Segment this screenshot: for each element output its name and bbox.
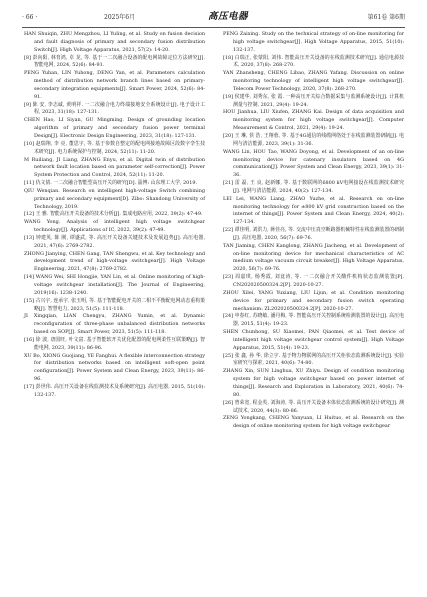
reference-entry: [25] 张 鑫, 孙 华, 徐立宇. 基于物力物联网的高压开关柜状态监测系统设计[J]. 实验室研究与探索, 2021, 40(6): 74-80. (223, 352, 404, 367)
reference-entry: HAN Shuiqin, ZHU Mengzhou, LI Yuling, et al. Study on fusion decision and fault diagnosis of primary and secondary fusion distribution Switch[J]. High Voltage Apparatus, 2021, 57(2): 14-20. (24, 31, 205, 53)
reference-entry: JI Xingqian, LIAN Chengyu, ZHANG Yumin, et al. Dynamic reconfiguration of three-phase unbalanced distribution networks based on SOP[J]. Smart Power, 2023, 51(5): 111-118. (24, 313, 205, 336)
reference-entry: ZHONG Jianying, CHEN Gang, TAN Shengwu, et al. Key technology and development trend of high-voltage switchgear[J]. High Voltage Engineering, 2021, 47(8): 2769-2782. (24, 250, 205, 273)
reference-entry: LEI Lei, WANG Liang, ZHAO Yuzhe, et al. Research on on-line monitoring technology for ±800 kV grid construction based on the internet of things[J]. Power System and Clean Energy, 2024, 40(2): 127-134. (223, 195, 404, 226)
volume-issue: 第61卷 第6期 (367, 14, 405, 21)
reference-entry: WANG Yong. Analysis of intelligent high voltage switchgear technology[J]. Applications of IC, 2022, 39(2): 47-49. (24, 219, 205, 234)
reference-entry: YAN Zhansheng, CHENG Libao, ZHANG Yafang. Discussion on online monitoring technology of intelligent high voltage switchgear[J]. Telecom Power Technology, 2020, 37(8): 268-270. (223, 70, 404, 92)
reference-entry: [10] 赵瑞翔, 李 亮, 董思宇, 等. 基于参数自整定的配电网接地故障区段数字孪生技术研究[J]. 电力系统保护与控制, 2024, 52(11): 11-20. (24, 140, 205, 155)
reference-entry: [20] 王 琳, 侯 浩, 王翔蓉, 等. 基于4G通信的线缆网络处于在线监测装置研制[J]. 电网与清洁能源, 2023, 39(1): 31-36. (223, 132, 404, 147)
page-number: · 66 · (22, 14, 38, 21)
reference-entry: [15] 古兴宇, 连承宇, 张玉明, 等. 基于智能配电开关的二相不平衡配电网动态重构策略[J]. 智慧电力, 2023, 51(5): 111-118. (24, 297, 205, 312)
reference-entry: PENG Zaixing. Study on the technical strategy of on-line monitoring for high voltage switchgear[J]. High Voltage Apparatus, 2015, 51(10): 132-137. (223, 31, 404, 53)
reference-entry: [22] 谭佳明, 刘洪力, 蒋佳亮, 等. 交流中压真空断路器机械特性在线监测装置的研制[J]. 高压电器, 2020, 56(7): 69-76. (223, 227, 404, 241)
reference-entry: [23] 周嘉琪, 杨秀霞, 刘竟涛, 等. 一二次融合开关酸件机构状态监测装置[P]. CN202020500324.2[P]. 2020-10-27. (223, 274, 404, 288)
references-right-column (223, 31, 404, 431)
reference-entry: [18] 白瑞正, 张蒙阳, 刘伟. 智能高压开关设备的在线监测技术研究[J]. 通信电源技术, 2020, 37(8): 268-270. (223, 54, 404, 69)
issue-date: 2025年6月 (104, 14, 136, 21)
reference-entry: [17] 彭世伟. 高压开关设备在线监测技术及系统研究[J]. 高压电器, 2015, 51(10): 132-137. (24, 383, 205, 398)
reference-entry: WANG Lin, HOU Tao, WANG Doyong, et al. Development of an on-line monitoring device for catenary insulators based on 4G communication[J]. Power System and Clean Energy, 2023, 39(1): 31-36. (223, 148, 404, 179)
running-header (22, 11, 405, 25)
reference-entry: HOU Jianhua, LIU Xiufen, ZHANG Kai. Design of data acquisition and monitoring system for high voltage switchgear[J]. Computer Measurement & Control, 2021, 29(4): 19-24. (223, 109, 404, 132)
reference-entry: [14] WANG Wei, SHI Hongjie, YAN Lin, et al. Online monitoring of high-voltage switchgear installation[J]. The Journal of Engineering, 2019(16): 1238-1240. (24, 274, 205, 296)
references-left-column (24, 31, 205, 400)
reference-entry: CHEN Hao, LI Siyan, GU Mingming. Design of grounding location algorithm of primary and secondary fusion power terminal Design[J]. Electronic Design Engineering, 2023, 31(18): 127-131. (24, 117, 205, 139)
reference-entry: [8] 彭向阳, 林育鸿, 卓 龙, 等. 基于一二次融合设备的配电网故障定位方法研究[J]. 智能电网, 2024, 52(6): 84-91. (24, 54, 205, 69)
reference-entry: [21] 雷 磊, 王 良, 赵新娜, 等. 基于数联网的6800 kV电网接设在线监测技术研究[J]. 电网与清洁能源, 2024, 40(2): 127-134. (223, 180, 404, 194)
reference-entry: ZENG Yongkang, CHENG Yanyuan, LI Huituo, et al. Research on the design of online monitoring system for high voltage switchgear (223, 415, 404, 430)
reference-entry: ZHANG Xin, SUN Linghua, XU Zhiyu. Design of condition monitoring system for high voltage switchgear based on power internet of things[J]. Research and Exploration in Laboratory, 2021, 40(6): 74-80. (223, 368, 404, 398)
reference-entry: [19] 侯建华, 刘秀东, 张 霞. 一种高压开关综合数据采集与监测系统设计[J]. 计算机测量与控制, 2021, 29(4): 19-24. (223, 93, 404, 108)
reference-entry: [26] 曾荣宽, 程金英, 刘海涛, 等. 高压开关设备本体状态监测系统的设计研究[J]. 测试技术, 2020, 44(3): 80-86. (223, 399, 404, 414)
reference-entry: [16] 徐 波, 唐国旺, 叶文富. 基于智能软开关优化配置的配电网柔性互联策略[J]. 智能电网, 2023, 39(11): 86-96. (24, 336, 205, 351)
reference-entry: PENG Yuhan, LIN Yuhong, DENG Yan, et al. Parameters calculation method of distribution network branch lines based on primary-secondary integration equipments[J]. Smart Power, 2024, 52(6): 84-91. (24, 70, 205, 100)
header-rule (22, 27, 405, 28)
reference-entry: XU Bo, XIONG Guojiang, YE Fanghui. A flexible interconnection strategy for distribution networks based on intelligent soft-open point configuration[J]. Power System and Clean Energy, 2023, 39(11): 86-96. (24, 352, 205, 383)
reference-entry: TAN Jiaming, CHEN Kanglong, ZHANG Jiacheng, et al. Development of on-line monitoring device for mechanical characteristics of AC medium voltage vacuum circuit breaker[J]. High Voltage Apparatus, 2020, 56(7): 69-76. (223, 242, 404, 273)
reference-entry: QIU Wenqian. Research on intelligent high-voltage Switch combining primary and secondary equipment[D]. Zibo: Shandong University of Technology, 2019. (24, 187, 205, 210)
reference-entry: [11] 仇文倩. 一二次融合智能型高压开关的研究[D]. 淄博: 山东理工大学, 2019. (24, 180, 198, 187)
reference-entry: [13] 钟建英, 陈 刚, 谭盛武, 等. 高压开关设备关键技术及发展趋势[J]. 高压电器, 2021, 47(6): 2769-2782. (24, 234, 205, 249)
reference-entry: [9] 陈 安, 李志诚, 黄明祥. 一二次融合电力终端接地安全系统设计[J]. 电子设计工程, 2023, 31(18): 127-131. (24, 101, 205, 116)
reference-entry: SHEN Chunhong, SU Xiaomei, PAN Qiaomei, et al. Test device of intelligent high voltage switchgear control system[J]. High Voltage Apparatus, 2015, 51(4): 19-23. (223, 329, 404, 351)
reference-entry: M Ruiliang, JI Liang, ZHANG Enyu, et al. Digital twin of distribution network fault location based on parameter self-correction[J]. Power System Protection and Control, 2024, 52(11): 11-20. (24, 156, 205, 179)
reference-entry: [24] 申春红, 苏晓敏, 潘丹梅, 等. 智能高压开关控制系统检测装置的设计[J]. 高压电器, 2015, 51(4): 19-23. (223, 313, 404, 328)
journal-title-logo: 高压电器 (208, 11, 249, 22)
reference-entry: [12] 王 雅. 智能高压开关设备的技术分析[J]. 集成电路应用, 2022, 39(2): 47-49. (24, 211, 203, 218)
reference-entry: ZHOU Xilei, YANG Yuxiang, LIU Lijun, et al. Condition monitoring device for primary and secondary fusion switch operating mechanism: ZL202020500324.2[P]. 2020-10-27. (223, 289, 404, 312)
